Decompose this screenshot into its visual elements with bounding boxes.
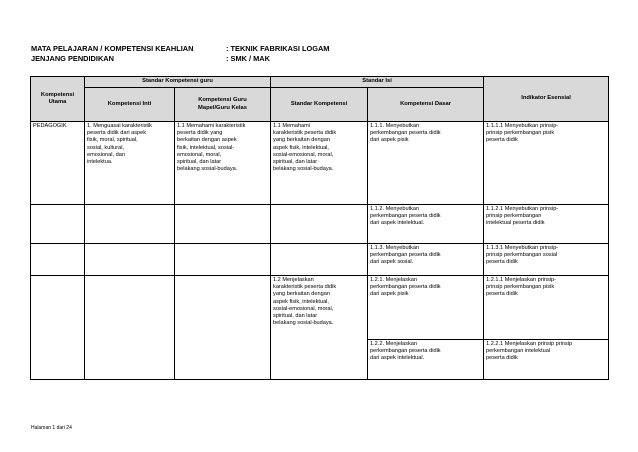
header-kompetensi-dasar: Kompetensi Dasar bbox=[368, 88, 484, 122]
cell-kd: 1.1.1. Menyebutkan perkembangan peserta didik dari aspek pisik bbox=[368, 122, 484, 205]
cell-guru bbox=[175, 205, 271, 244]
cell-kd: 1.2.2. Menjelaskan perkembangan peserta didik dari aspek intelektual. bbox=[368, 340, 484, 380]
table-row bbox=[31, 122, 609, 205]
cell-utama bbox=[31, 276, 85, 380]
cell-ind: 1.2.1.1 Menjelaskan prinsip- prinsip perkembangan pisik peserta didik bbox=[484, 276, 609, 340]
table-row bbox=[31, 276, 609, 340]
table-row bbox=[31, 244, 609, 276]
jenjang-value: : SMK / MAK bbox=[226, 54, 270, 63]
cell-kd: 1.1.2. Menyebutkan perkembangan peserta didik dari aspek intelektual. bbox=[368, 205, 484, 244]
header-standar-kompetensi: Standar Kompetensi bbox=[271, 88, 368, 122]
cell-inti bbox=[85, 205, 175, 244]
cell-guru bbox=[175, 276, 271, 380]
cell-inti bbox=[85, 276, 175, 380]
cell-sk: 1.2 Menjelaskan karakteristik peserta didik yang berkaitan dengan aspek fisik, intelektual, sosial-emosional, moral, spiritual, dan latar belakang sosial-budaya. bbox=[271, 276, 368, 380]
table-row bbox=[31, 205, 609, 244]
cell-ind: 1.1.3.1 Menyebutkan prinsip- prinsip perkembangan sosial peserta didik bbox=[484, 244, 609, 276]
mata-pelajaran-label: MATA PELAJARAN / KOMPETENSI KEAHLIAN bbox=[31, 44, 194, 53]
cell-inti bbox=[85, 244, 175, 276]
cell-guru: 1.1 Memahami karakteristik peserta didik yang berkaitan dengan aspek fisik, intelektual, sosial- emosional, moral, spiritual, dan latar belakang sosial-budaya. bbox=[175, 122, 271, 205]
header-indikator-esensial: Indikator Esensial bbox=[484, 77, 609, 122]
page-footer: Halaman 1 dari 24 bbox=[31, 425, 72, 431]
cell-kd: 1.1.3. Menyebutkan perkembangan peserta didik dari aspek sosial. bbox=[368, 244, 484, 276]
cell-sk bbox=[271, 244, 368, 276]
cell-kd: 1.2.1. Menjelaskan perkembangan peserta didik dari aspek pisik bbox=[368, 276, 484, 340]
cell-utama bbox=[31, 205, 85, 244]
jenjang-label: JENJANG PENDIDIKAN bbox=[31, 54, 114, 63]
cell-sk: 1.1 Memahami karakteristik peserta didik yang berkaitan dengan aspek fisik, intelektual, sosial-emosional, moral, spiritual, dan latar belakang sosial-budaya. bbox=[271, 122, 368, 205]
cell-utama bbox=[31, 244, 85, 276]
header-kompetensi-inti: Kompetensi Inti bbox=[85, 88, 175, 122]
cell-utama: PEDAGOGIK bbox=[31, 122, 85, 205]
competency-table bbox=[30, 76, 609, 380]
cell-ind: 1.1.2.1 Menyebutkan prinsip- prinsip perkembangan intelektual peserta didik bbox=[484, 205, 609, 244]
header-line-2 bbox=[31, 54, 270, 63]
mata-pelajaran-value: : TEKNIK FABRIKASI LOGAM bbox=[226, 44, 330, 53]
header-standar-kompetensi-guru: Standar Kompetensi guru bbox=[85, 77, 271, 88]
cell-ind: 1.1.1.1 Menyebutkan prinsip- prinsip perkembangan pisik peserta didik bbox=[484, 122, 609, 205]
header-standar-isi: Standar Isi bbox=[271, 77, 484, 88]
header-kompetensi-guru-mapel: Kompetensi Guru Mapel/Guru Kelas bbox=[175, 88, 271, 122]
header-line-1 bbox=[31, 44, 329, 53]
header-kompetensi-utama: Kompetensi Utama bbox=[31, 77, 85, 122]
cell-inti: 1. Menguasai karakteristik peserta didik dari aspek fisik, moral, spiritual, sosial, kultural, emosional, dan intelektua. bbox=[85, 122, 175, 205]
cell-sk bbox=[271, 205, 368, 244]
cell-guru bbox=[175, 244, 271, 276]
cell-ind: 1.2.2.1 Menjelaskan prinsip prinsip perkembangan intelektual peserta didik bbox=[484, 340, 609, 380]
